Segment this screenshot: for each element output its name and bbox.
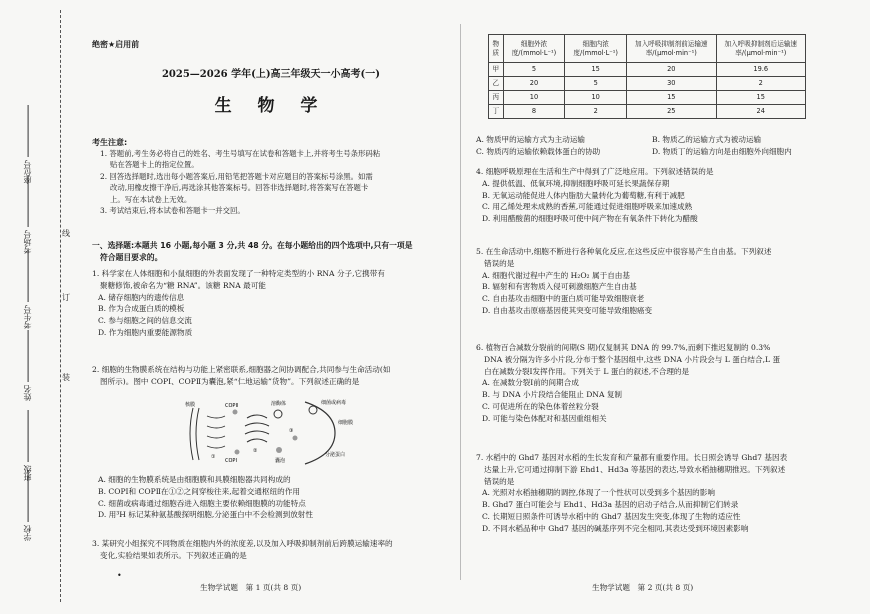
option-b: B. COPⅠ和 COPⅡ在①②之间穿梭往来,起着交通枢纽的作用 bbox=[98, 486, 300, 496]
question-2-stem: 2. 细胞的生物膜系统在结构与功能上紧密联系,细胞器之间协调配合,共同参与生命活动(如 图所示)。图中 COPⅠ、COPⅡ为囊泡,紧“仁地运输”货物”。下列叙述正确的是 bbox=[92, 365, 391, 386]
column-divider bbox=[460, 24, 461, 580]
copi-vesicle bbox=[235, 450, 240, 455]
notice-item: 3. 考试结束后,将本试卷和答题卡一并交回。 bbox=[100, 206, 245, 216]
label-copii: COPⅡ bbox=[225, 403, 238, 409]
notice-list bbox=[100, 148, 448, 217]
question-3-stem: 3. 某研究小组探究不同物质在细胞内外的浓度差,以及加入呼吸抑制剂前后跨膜运输速率的 变化,实验结果如表所示。下列叙述正确的是 bbox=[92, 539, 393, 560]
mark-staple: 装 bbox=[62, 373, 70, 382]
page-footer-left: 生物学试题 第 1 页(共 8 页) bbox=[200, 583, 302, 592]
field-name: 姓名 bbox=[22, 330, 34, 401]
option-d: D. 利用醋酸菌的细胞呼吸可使中间产物在有氧条件下转化为醋酸 bbox=[482, 214, 698, 224]
table-header: 细胞内浓度/(mmol·L⁻¹) bbox=[565, 35, 627, 63]
question-5: 5. 在生命活动中,细胞不断进行各种氧化反应,在这些反应中很容易产生自由基。下列叙述 错误的是 A. 细胞代谢过程中产生的 H₂O₂ 属于自由基 B. 辐射和有害物质入侵可刺激细胞产生自由基 C. 自由基攻击细胞中的蛋白质可能导致细胞衰老 D. 自由基攻击原癌基因使其突变可能导致细胞癌变 bbox=[476, 246, 851, 317]
lysosome bbox=[274, 410, 282, 418]
notice-item-cont: 上。写在本试卷上无效。 bbox=[110, 194, 192, 204]
field-school: 学校 bbox=[22, 470, 34, 541]
option-a: A. 储存细胞内的遗传信息 bbox=[98, 292, 185, 302]
option-a: A. 提供低温、低氧环境,抑制细胞呼吸可延长果蔬保存期 bbox=[482, 178, 670, 188]
label-secreted-protein: 分泌蛋白 bbox=[325, 452, 346, 458]
option-c: C. 细菌或病毒通过细胞吞进入细胞主要依赖细胞膜的功能特点 bbox=[98, 498, 306, 508]
option-b: B. 物质乙的运输方式为被动运输 bbox=[652, 135, 762, 144]
notice-item: 1. 答题前,考生务必将自己的姓名、考生号填写在试卷和答题卡上,并将考生号条形码粘 bbox=[100, 149, 381, 158]
question-4: 4. 细胞呼吸原理在生活和生产中得到了广泛地应用。下列叙述错误的是 A. 提供低温、低氧环境,抑制细胞呼吸可延长果蔬保存期 B. 无氧运动能促进人体内脂肪大量转化为葡萄糖,有利于减肥 C. 用乙烯处理未成熟的香蕉,可能通过促进细胞呼吸来加速成熟 D. 利用醋酸菌的细胞呼吸可使中间产物在有氧条件下转化为醋酸 bbox=[476, 166, 851, 225]
table-row: 丙 10 10 15 15 bbox=[489, 91, 806, 105]
field-candidate-number: 考生号 bbox=[22, 250, 34, 329]
scan-dot: • bbox=[117, 571, 122, 580]
nucleus-envelope bbox=[190, 408, 193, 460]
page-footer-right: 生物学试题 第 2 页(共 8 页) bbox=[592, 583, 694, 592]
notice-item: 2. 回答选择题时,选出每小题答案后,用铅笔把答题卡对应题目的答案标号涂黑。如需 bbox=[100, 171, 373, 181]
question-1: 1. 科学家在人体细胞和小鼠细胞的外表面发现了一种特定类型的小 RNA 分子,它携带有 聚糖修饰,被命名为“糖 RNA”。该糖 RNA 最可能 A. 储存细胞内的遗传信息 B. 作为合成蛋白质的模板 C. 参与细胞之间的信息交流 D. 作为细胞内重要能源物质 bbox=[92, 268, 448, 339]
notice-title: 考生注意: bbox=[92, 138, 128, 147]
option-a: A. 光照对水稻抽穗期的调控,体现了一个性状可以受到多个基因的影响 bbox=[482, 488, 715, 498]
option-d: D. 可能与染色体配对和基因重组相关 bbox=[482, 413, 607, 423]
table-header: 加入呼吸抑制剂后运输速率/(μmol·min⁻¹) bbox=[716, 35, 806, 63]
label-3: ③ bbox=[289, 428, 294, 434]
confidential-label: 绝密★启用前 bbox=[92, 40, 140, 49]
option-b: B. 辐射和有害物质入侵可刺激细胞产生自由基 bbox=[482, 282, 637, 292]
option-c: C. 可促进所在的染色体着丝粒分裂 bbox=[482, 401, 599, 411]
option-c: C. 参与细胞之间的信息交流 bbox=[98, 316, 192, 326]
nucleus-envelope-inner bbox=[196, 408, 199, 460]
field-seat-number: 座位号 bbox=[22, 105, 34, 184]
option-b: B. 作为合成蛋白质的模板 bbox=[98, 304, 185, 314]
er-membrane bbox=[207, 416, 225, 448]
option-c: C. 长期短日照条件可诱导水稻中的 Ghd7 基因发生突变,体现了生物的适应性 bbox=[482, 511, 741, 521]
option-b: B. Ghd7 蛋白可能会与 Ehd1、Hd3a 基因的启动子结合,从而抑制它们转录 bbox=[482, 500, 739, 510]
option-b: B. 与 DNA 小片段结合能阻止 DNA 复制 bbox=[482, 390, 623, 400]
option-c: C. 自由基攻击细胞中的蛋白质可能导致细胞衰老 bbox=[482, 294, 645, 304]
exam-title: 2025—2026 学年(上)高三年级天一小高考(一) bbox=[161, 69, 381, 80]
field-exam-room: 考场号 bbox=[22, 175, 34, 254]
field-class: 班级 bbox=[22, 410, 34, 481]
table-row: 甲 5 15 20 19.6 bbox=[489, 63, 806, 77]
option-d: D. 作为细胞内重要能源物质 bbox=[98, 327, 193, 337]
option-a: A. 在减数分裂Ⅰ前的间期合成 bbox=[482, 378, 579, 388]
question-7: 7. 水稻中的 Ghd7 基因对水稻的生长发育和产量都有重要作用。长日照会诱导 Ghd7 基因表 达量上升,它可通过抑制下游 Ehd1、Hd3a 等基因的表达,导致水稻抽穗期推迟。下列叙述 错误的是 A. 光照对水稻抽穗期的调控,体现了一个性状可以受到多个基因的影响 B. Ghd7 蛋白可能会与 Ehd1、Hd3a 基因的启动子结合,从而抑制它们转录 C. 长期短日照条件可诱导水稻中的 Ghd7 基因发生突变,体现了生物的适应性 D. 不同水稻品种中 Ghd7 基因的碱基序列不完全相同,其表达受到环境因素影响 bbox=[476, 452, 851, 534]
table-header: 细胞外浓度/(mmol·L⁻¹) bbox=[503, 35, 565, 63]
option-c: C. 物质丙的运输依赖载体蛋白的协助 bbox=[476, 146, 601, 156]
option-a: A. 细胞代谢过程中产生的 H₂O₂ 属于自由基 bbox=[482, 270, 630, 280]
mark-bind: 订 bbox=[62, 293, 70, 302]
table-header: 加入呼吸抑制剂前运输速率/(μmol·min⁻¹) bbox=[627, 35, 716, 63]
option-d: D. 物质丁的运输方向是由细胞外向细胞内 bbox=[652, 146, 792, 156]
binding-margin bbox=[0, 0, 78, 614]
table-row: 乙 20 5 30 2 bbox=[489, 77, 806, 91]
option-b: B. 无氧运动能促进人体内脂肪大量转化为葡萄糖,有利于减肥 bbox=[482, 190, 685, 200]
label-membrane: 细胞膜 bbox=[338, 420, 354, 426]
option-d: D. 用³H 标记某种氨基酸探明细胞,分泌蛋白中不会检测到放射性 bbox=[98, 510, 313, 520]
label-vesicle: 囊泡 bbox=[275, 458, 286, 464]
subject-title: 生 物 学 bbox=[214, 96, 328, 116]
option-a: A. 细胞的生物膜系统是由细胞膜和具膜细胞器共同构成的 bbox=[98, 475, 291, 484]
question-2-options bbox=[92, 474, 448, 521]
cell-membrane-figure bbox=[185, 398, 375, 468]
label-lysosome: 溶酶体 bbox=[271, 401, 287, 407]
notice-item-cont: 贴在答题卡上的指定位置。 bbox=[110, 160, 199, 170]
label-copi: COPⅠ bbox=[225, 458, 237, 464]
vesicle bbox=[276, 447, 282, 453]
copii-vesicle bbox=[233, 410, 238, 415]
question-3-options bbox=[476, 134, 851, 158]
mark-line: 线 bbox=[62, 229, 70, 238]
option-a: A. 物质甲的运输方式为主动运输 bbox=[476, 135, 586, 144]
golgi bbox=[245, 415, 269, 442]
cut-line bbox=[60, 10, 61, 602]
question-6: 6. 植物百合减数分裂前的间期(S 期)仅复制其 DNA 的 99.7%,而剩下推迟复制的 0.3% DNA 被分隔为许多小片段,分布于整个基因组中,这些 DNA 小片段会与 L 蛋白结合,L 蛋 白在减数分裂Ⅰ发挥作用。下列关于 L 蛋白的叙述,不合理的是 A. 在减数分裂Ⅰ前的间期合成 B. 与 DNA 小片段结合能阻止 DNA 复制 C. 可促进所在的染色体着丝粒分裂 D. 可能与染色体配对和基因重组相关 bbox=[476, 342, 851, 424]
table-header-row bbox=[489, 35, 806, 63]
secretory-vesicle bbox=[293, 436, 298, 441]
option-d: D. 不同水稻品种中 Ghd7 基因的碱基序列不完全相同,其表达受到环境因素影响 bbox=[482, 523, 749, 533]
option-c: C. 用乙烯处理未成熟的香蕉,可能通过促进细胞呼吸来加速成熟 bbox=[482, 202, 693, 212]
label-1: ① bbox=[211, 454, 216, 460]
label-bacteria: 细菌或病毒 bbox=[321, 400, 347, 406]
label-2: ② bbox=[253, 448, 258, 454]
label-nucleus: 核膜 bbox=[185, 402, 196, 408]
table-row: 丁 8 2 25 24 bbox=[489, 105, 806, 119]
option-d: D. 自由基攻击原癌基因使其突变可能导致细胞癌变 bbox=[482, 305, 653, 315]
bacterium bbox=[309, 406, 317, 414]
section-heading: 一、选择题:本题共 16 小题,每小题 3 分,共 48 分。在每小题给出的四个选项中,只有一项是 符合题目要求的。 bbox=[92, 241, 413, 263]
transport-data-table bbox=[488, 34, 806, 119]
notice-item-cont: 改动,用橡皮擦干净后,再选涂其他答案标号。回答非选择题时,将答案写在答题卡 bbox=[110, 183, 369, 193]
table-header: 物质 bbox=[489, 35, 504, 63]
